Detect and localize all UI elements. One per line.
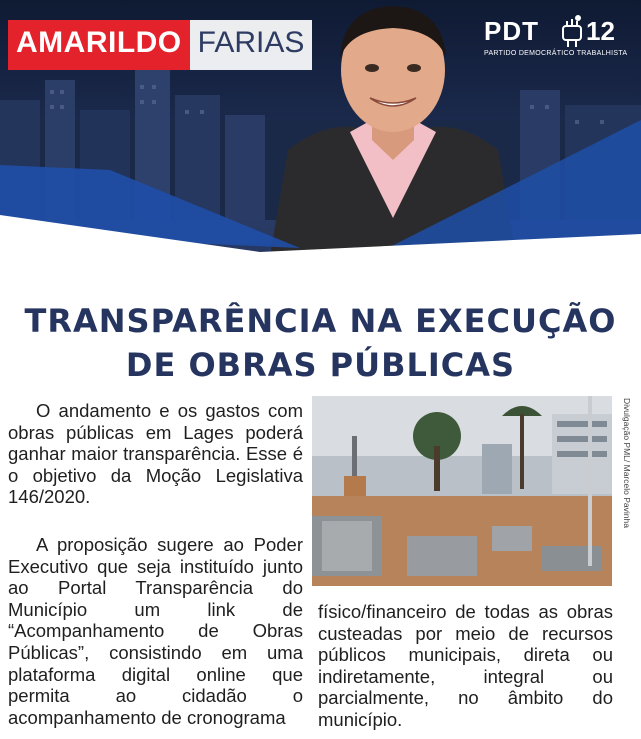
paragraph-2: A proposição sugere ao Poder Executivo que seja instituído junto ao Portal Transparência do Município um link de “Acompanhamento de Obras Públicas”, consistindo em uma plataforma digital online que permita ao cidadão o acompanhamento de cronograma	[8, 534, 303, 728]
party-full-name: PARTIDO DEMOCRÁTICO TRABALHISTA	[484, 50, 628, 57]
article-title	[0, 299, 641, 387]
party-abbreviation: PDT	[484, 16, 539, 46]
paragraph-1: O andamento e os gastos com obras públicas em Lages poderá ganhar maior transparência. Esse é o objetivo da Moção Legislativa 146/2020.	[8, 400, 303, 508]
candidate-first-name: AMARILDO	[8, 20, 190, 70]
photo-credit: Divulgação PML/ Marcelo Pavinha	[622, 398, 632, 528]
title-line-2: DE OBRAS PÚBLICAS	[125, 346, 516, 384]
paragraph-3: físico/financeiro de todas as obras custeadas por meio de recursos públicos municipais, direta ou indiretamente, integral ou parcialmente, no âmbito do município.	[318, 601, 613, 730]
header-banner	[0, 0, 641, 300]
title-line-1: TRANSPARÊNCIA NA EXECUÇÃO	[24, 302, 617, 340]
candidate-name-banner	[8, 20, 312, 70]
candidate-last-name: FARIAS	[190, 20, 313, 70]
party-logo	[478, 12, 634, 62]
construction-site-photo	[312, 396, 612, 586]
raised-fist-icon	[558, 14, 586, 48]
party-number: 12	[586, 16, 615, 46]
